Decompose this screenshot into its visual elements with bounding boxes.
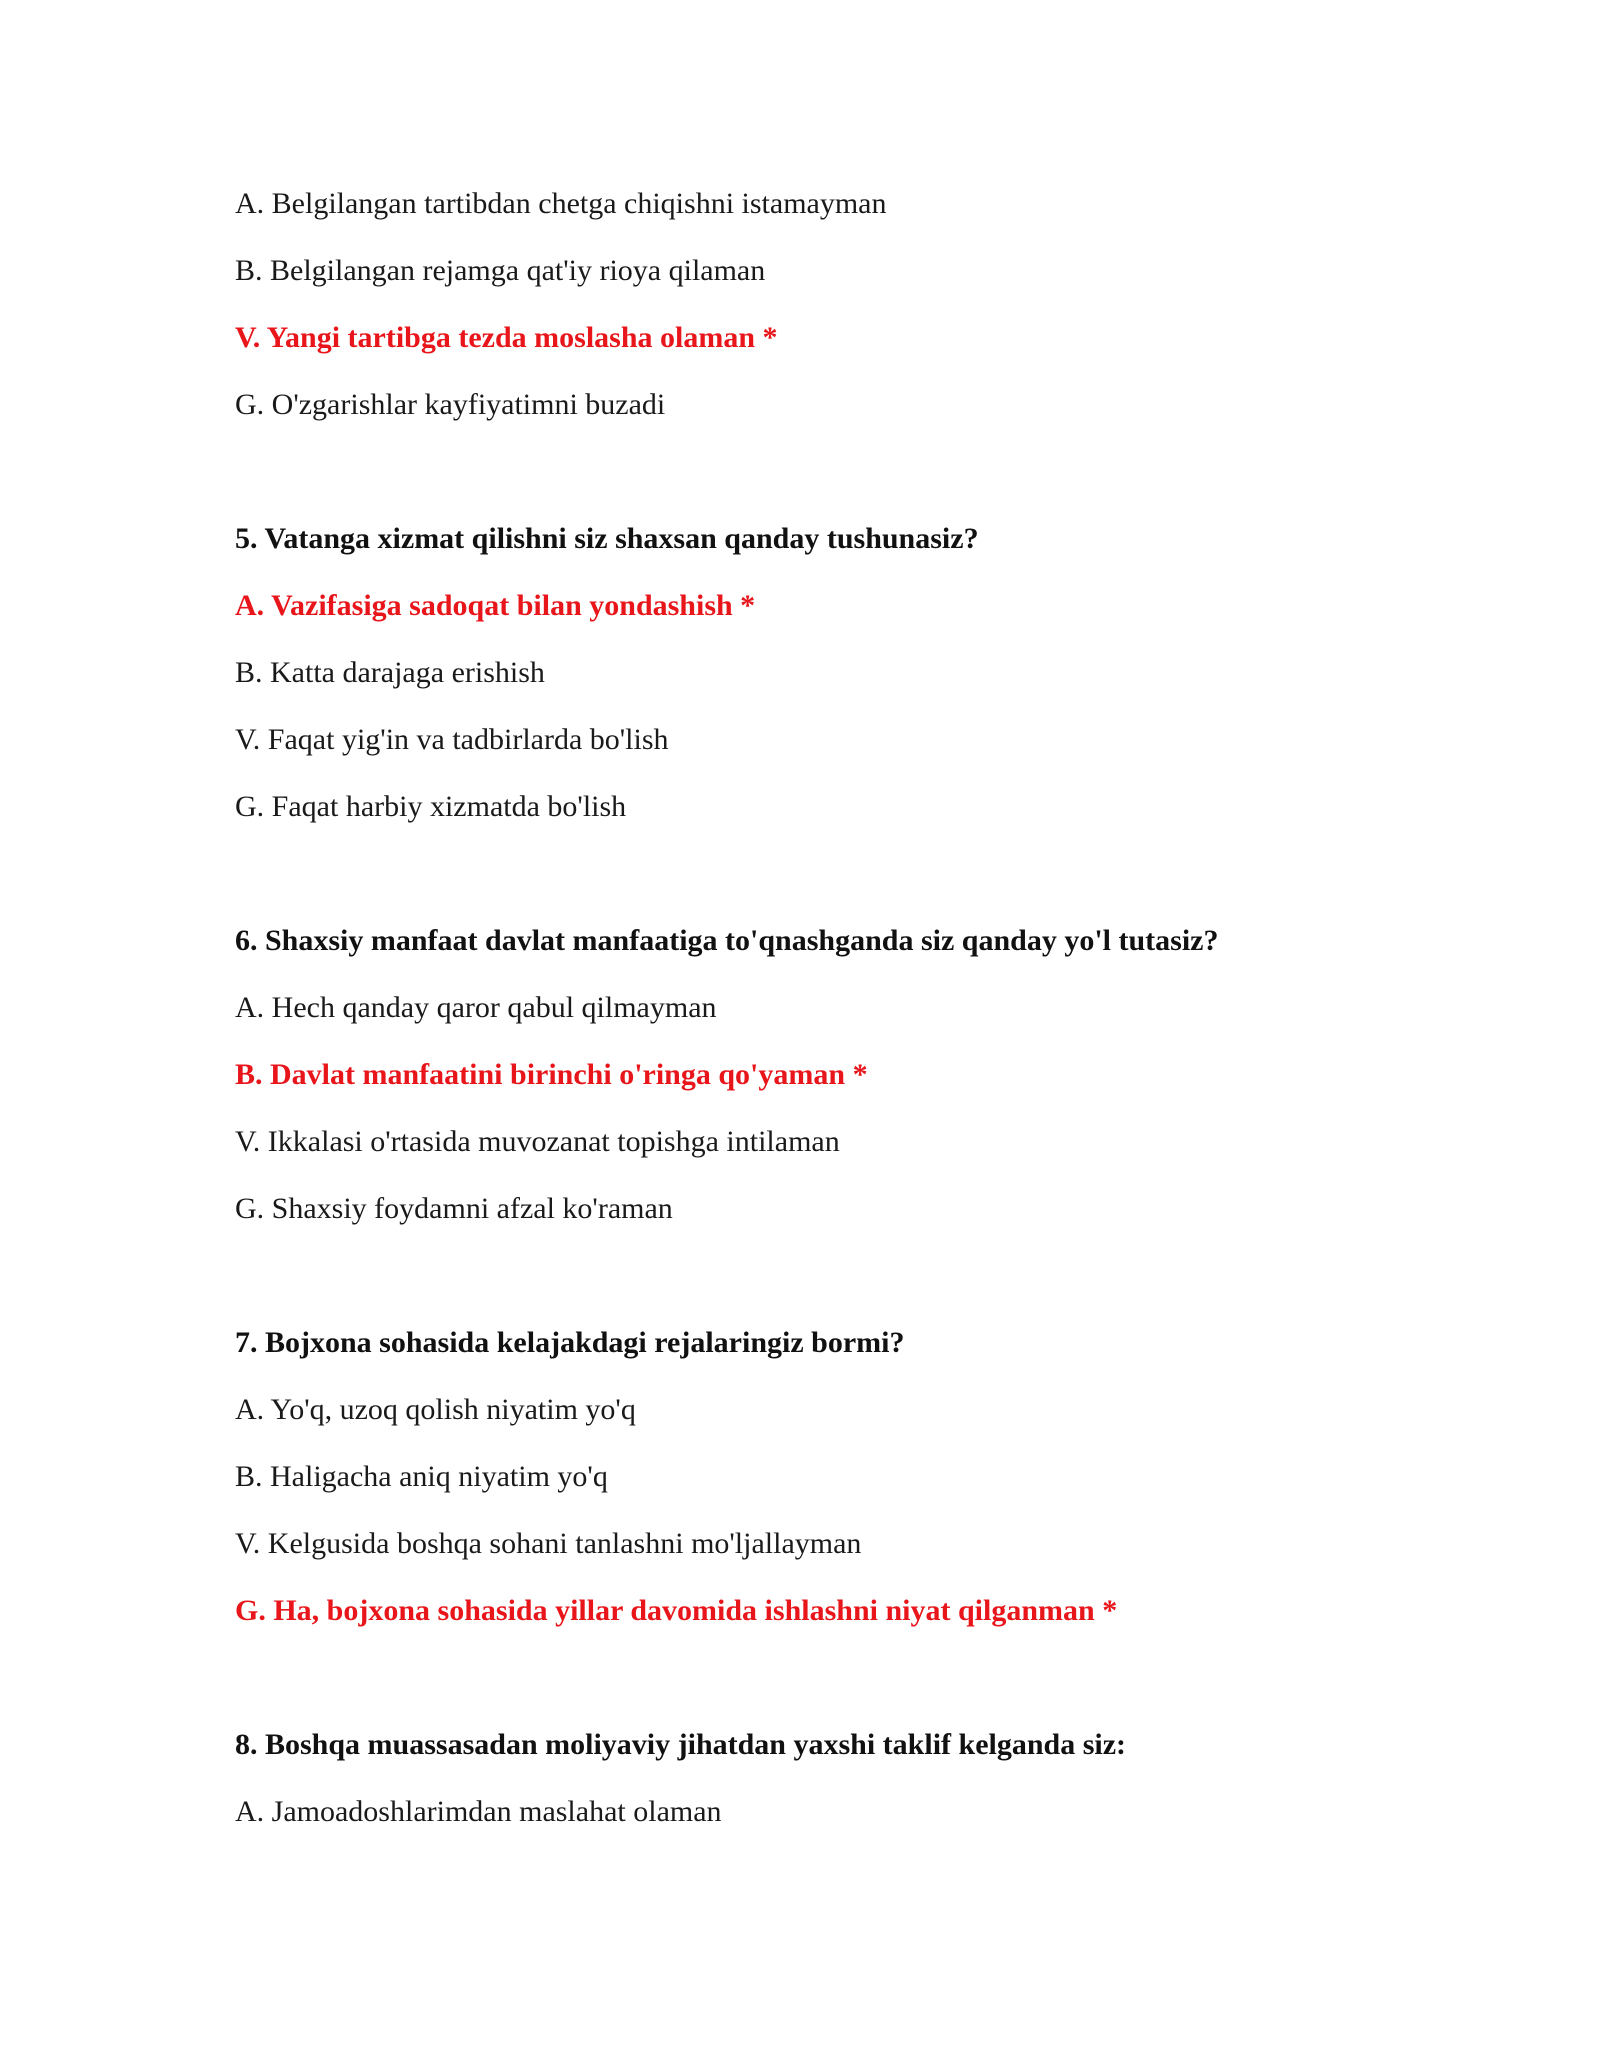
option-a: A. Belgilangan tartibdan chetga chiqishni istamayman <box>235 187 887 220</box>
option-g-correct: G. Ha, bojxona sohasida yillar davomida ishlashni niyat qilganman * <box>235 1594 1118 1627</box>
option-v: V. Faqat yig'in va tadbirlarda bo'lish <box>235 723 669 756</box>
option-a: A. Hech qanday qaror qabul qilmayman <box>235 991 717 1024</box>
question-block-prev <box>235 186 1435 423</box>
option-v-correct: V. Yangi tartibga tezda moslasha olaman * <box>235 321 778 354</box>
option-a-correct: A. Vazifasiga sadoqat bilan yondashish * <box>235 589 756 622</box>
spacer <box>235 1258 1435 1325</box>
question-block-8 <box>235 1727 1435 1830</box>
question-block-5 <box>235 521 1435 825</box>
option-g: G. Shaxsiy foydamni afzal ko'raman <box>235 1192 673 1225</box>
option-v: V. Kelgusida boshqa sohani tanlashni mo'ljallayman <box>235 1527 862 1560</box>
option-b: B. Haligacha aniq niyatim yo'q <box>235 1460 608 1493</box>
option-b-correct: B. Davlat manfaatini birinchi o'ringa qo'yaman * <box>235 1058 868 1091</box>
question-7-title: 7. Bojxona sohasida kelajakdagi rejalaringiz bormi? <box>235 1326 905 1359</box>
quiz-content <box>235 186 1435 1861</box>
question-6-title: 6. Shaxsiy manfaat davlat manfaatiga to'qnashganda siz qanday yo'l tutasiz? <box>235 924 1219 957</box>
spacer <box>235 1660 1435 1727</box>
spacer <box>235 454 1435 521</box>
option-b: B. Belgilangan rejamga qat'iy rioya qilaman <box>235 254 766 287</box>
option-v: V. Ikkalasi o'rtasida muvozanat topishga intilaman <box>235 1125 840 1158</box>
question-5-title: 5. Vatanga xizmat qilishni siz shaxsan qanday tushunasiz? <box>235 522 979 555</box>
question-block-7 <box>235 1325 1435 1629</box>
option-g: G. Faqat harbiy xizmatda bo'lish <box>235 790 627 823</box>
option-a: A. Yo'q, uzoq qolish niyatim yo'q <box>235 1393 636 1426</box>
question-block-6 <box>235 923 1435 1227</box>
option-g: G. O'zgarishlar kayfiyatimni buzadi <box>235 388 666 421</box>
spacer <box>235 856 1435 923</box>
option-b: B. Katta darajaga erishish <box>235 656 545 689</box>
option-a: A. Jamoadoshlarimdan maslahat olaman <box>235 1795 722 1828</box>
question-8-title: 8. Boshqa muassasadan moliyaviy jihatdan yaxshi taklif kelganda siz: <box>235 1728 1127 1761</box>
